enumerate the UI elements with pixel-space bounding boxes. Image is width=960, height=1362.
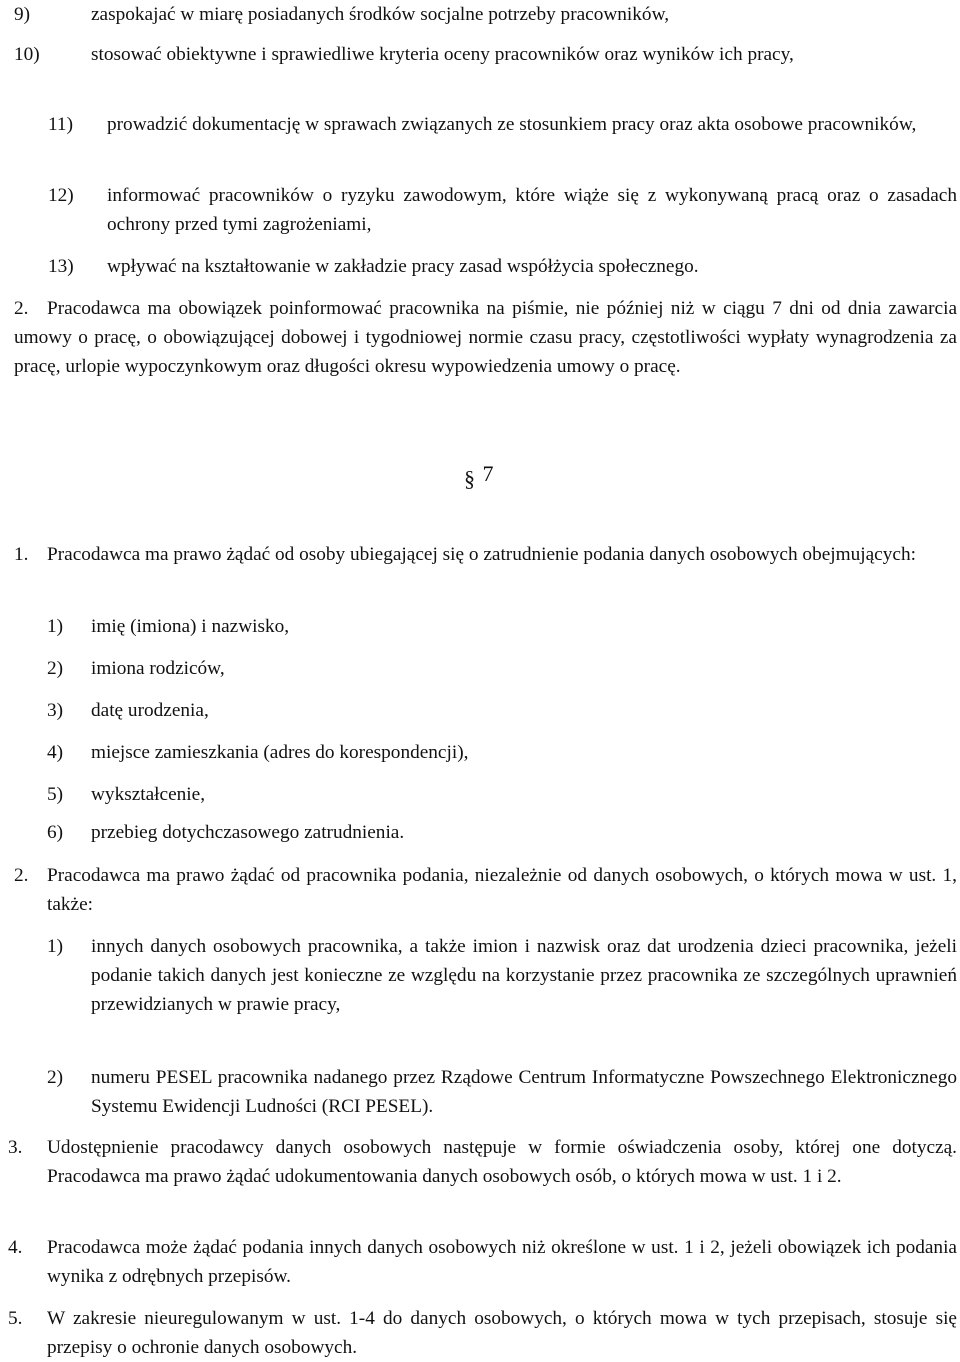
- paragraph-text: Udostępnienie pracodawcy danych osobowych następuje w formie oświadczenia osoby, której one dotyczą. Pracodawca ma prawo żądać udokumentowania danych osobowych osób, o których mowa w ust. 1 i 2.: [47, 1137, 957, 1187]
- list-item-number: 1): [47, 936, 64, 957]
- list-item-text: imię (imiona) i nazwisko,: [91, 616, 290, 637]
- paragraph-number: 2.: [14, 865, 29, 886]
- section-heading: [464, 459, 494, 491]
- paragraph-number: 3.: [8, 1137, 23, 1158]
- list-item-text: prowadzić dokumentację w sprawach związanych ze stosunkiem pracy oraz akta osobowe pracowników,: [107, 114, 917, 135]
- list-item-number: 9): [14, 4, 31, 25]
- list-item-text: imiona rodziców,: [91, 658, 225, 679]
- paragraph-text: Pracodawca może żądać podania innych danych osobowych niż określone w ust. 1 i 2, jeżeli obowiązek ich podania wynika z odrębnych przepisów.: [47, 1237, 957, 1287]
- list-item-number: 11): [48, 114, 73, 135]
- paragraph-number: 2.: [14, 298, 29, 319]
- section-number: 7: [482, 461, 494, 486]
- paragraph-number: 4.: [8, 1237, 23, 1258]
- paragraph-text: Pracodawca ma obowiązek poinformować pracownika na piśmie, nie później niż w ciągu 7 dni od dnia zawarcia umowy o pracę, o obowiązującej dobowej i tygodniowej normie czasu pracy, częstotliwości wypłaty wynagrodzenia za pracę, urlopie wypoczynkowym oraz długości okresu wypowiedzenia umowy o pracę.: [14, 298, 957, 377]
- list-item-number: 2): [47, 658, 64, 679]
- list-item-number: 5): [47, 784, 64, 805]
- list-item-number: 6): [47, 822, 64, 843]
- paragraph-text: Pracodawca ma prawo żądać od osoby ubiegającej się o zatrudnienie podania danych osobowych obejmujących:: [47, 544, 916, 565]
- list-item-text: miejsce zamieszkania (adres do korespondencji),: [91, 742, 469, 763]
- list-item-number: 3): [47, 700, 64, 721]
- list-item-text: wpływać na kształtowanie w zakładzie pracy zasad współżycia społecznego.: [107, 256, 699, 277]
- list-item-text: informować pracowników o ryzyku zawodowym, które wiąże się z wykonywaną pracą oraz o zasadach ochrony przed tymi zagrożeniami,: [107, 185, 957, 235]
- list-item-text: innych danych osobowych pracownika, a także imion i nazwisk oraz dat urodzenia dzieci pracownika, jeżeli podanie takich danych jest konieczne ze względu na korzystanie przez pracownika ze szczególnych uprawnień przewidzianych w prawie pracy,: [91, 936, 957, 1015]
- list-item-number: 1): [47, 616, 64, 637]
- section-symbol: §: [464, 466, 475, 491]
- list-item-number: 13): [48, 256, 74, 277]
- list-item-text: datę urodzenia,: [91, 700, 209, 721]
- list-item-text: numeru PESEL pracownika nadanego przez Rządowe Centrum Informatyczne Powszechnego Elektronicznego Systemu Ewidencji Ludności (RCI PESEL).: [91, 1067, 957, 1117]
- list-item-number: 10): [14, 44, 40, 65]
- list-item-text: stosować obiektywne i sprawiedliwe kryteria oceny pracowników oraz wyników ich pracy,: [91, 44, 794, 65]
- list-item-number: 12): [48, 185, 74, 206]
- list-item-number: 2): [47, 1067, 64, 1088]
- paragraph-text: W zakresie nieuregulowanym w ust. 1-4 do danych osobowych, o których mowa w tych przepisach, stosuje się przepisy o ochronie danych osobowych.: [47, 1308, 957, 1358]
- list-item-text: zaspokajać w miarę posiadanych środków socjalne potrzeby pracowników,: [91, 4, 670, 25]
- list-item-text: wykształcenie,: [91, 784, 206, 805]
- list-item-text: przebieg dotychczasowego zatrudnienia.: [91, 822, 405, 843]
- paragraph-number: 1.: [14, 544, 29, 565]
- paragraph-text: Pracodawca ma prawo żądać od pracownika podania, niezależnie od danych osobowych, o których mowa w ust. 1, także:: [47, 865, 957, 915]
- list-item-number: 4): [47, 742, 64, 763]
- paragraph-number: 5.: [8, 1308, 23, 1329]
